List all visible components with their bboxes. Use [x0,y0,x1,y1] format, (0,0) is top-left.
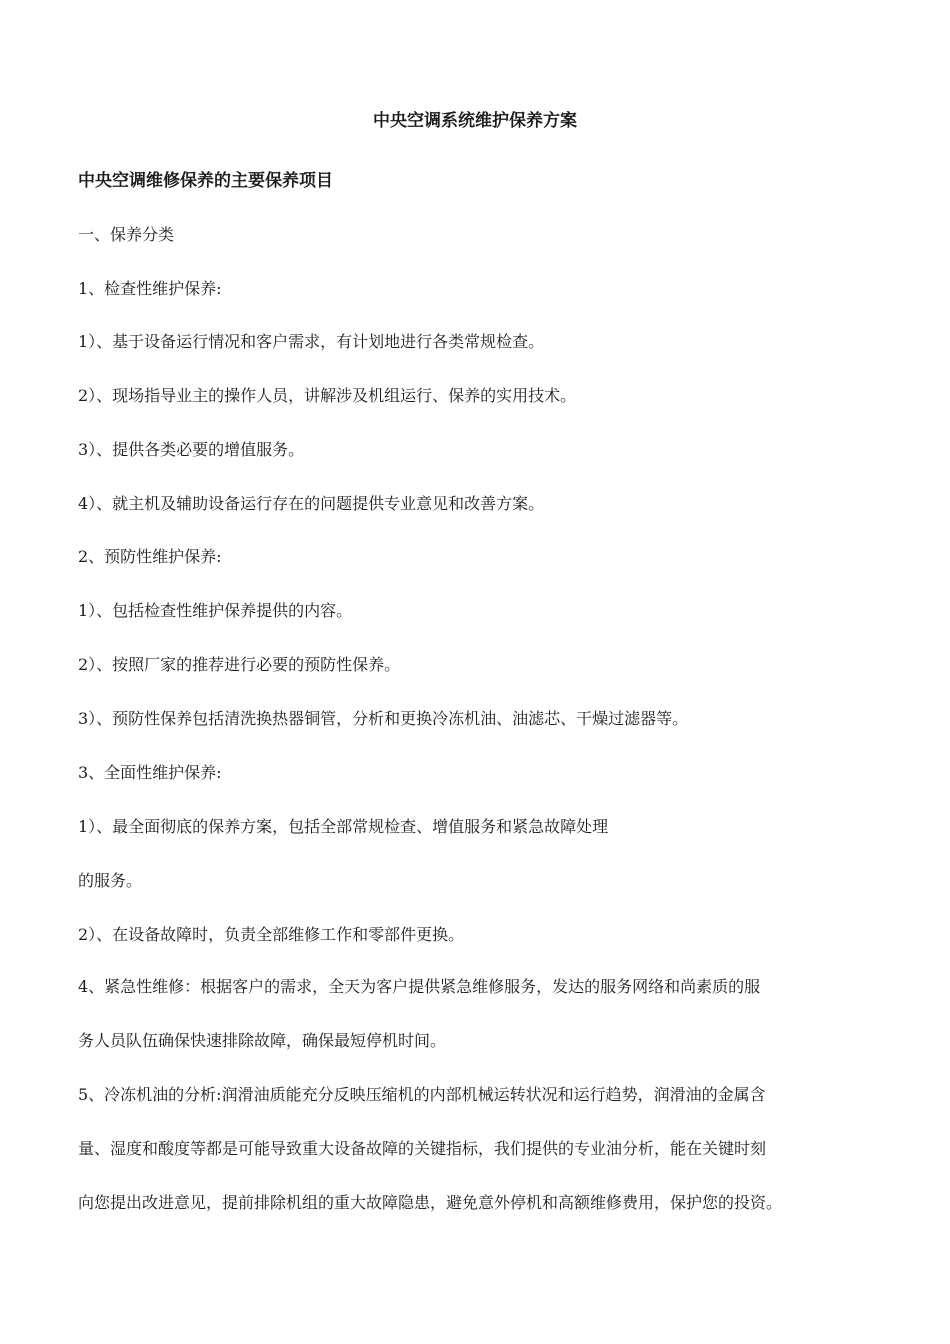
paragraph-line: 3、全面性维护保养: [78,763,222,782]
paragraph-line: 向您提出改进意见，提前排除机组的重大故障隐患，避免意外停机和高额维修费用，保护您的投资。 [78,1193,783,1212]
paragraph-line: 2）、在设备故障时，负责全部维修工作和零部件更换。 [78,925,465,944]
section-heading: 中央空调维修保养的主要保养项目 [78,171,333,191]
paragraph-line: 5、冷冻机油的分析:润滑油质能充分反映压缩机的内部机械运转状况和运行趋势，润滑油的金属含 [78,1085,766,1104]
paragraph-line: 3）、提供各类必要的增值服务。 [78,440,305,459]
paragraph-line: 3）、预防性保养包括清洗换热器铜管，分析和更换冷冻机油、油滤芯、干燥过滤器等。 [78,709,689,728]
paragraph-line: 4）、就主机及辅助设备运行存在的问题提供专业意见和改善方案。 [78,494,545,513]
paragraph-line: 的服务。 [78,871,143,890]
paragraph-line: 务人员队伍确保快速排除故障，确保最短停机时间。 [78,1031,447,1050]
paragraph-line: 4、紧急性维修：根据客户的需求，全天为客户提供紧急维修服务，发达的服务网络和尚素质的服 [78,977,761,996]
paragraph-line: 一、保养分类 [78,225,175,244]
document-title: 中央空调系统维护保养方案 [373,111,577,131]
paragraph-line: 2）、现场指导业主的操作人员，讲解涉及机组运行、保养的实用技术。 [78,386,577,405]
paragraph-line: 2、预防性维护保养: [78,547,222,566]
paragraph-line: 1、检查性维护保养: [78,279,222,298]
paragraph-line: 2）、按照厂家的推荐进行必要的预防性保养。 [78,655,401,674]
paragraph-line: 1）、包括检查性维护保养提供的内容。 [78,601,353,620]
paragraph-line: 1）、基于设备运行情况和客户需求，有计划地进行各类常规检查。 [78,332,545,351]
paragraph-line: 1）、最全面彻底的保养方案，包括全部常规检查、增值服务和紧急故障处理 [78,817,609,836]
paragraph-line: 量、湿度和酸度等都是可能导致重大设备故障的关键指标，我们提供的专业油分析，能在关键时刻 [78,1139,767,1158]
